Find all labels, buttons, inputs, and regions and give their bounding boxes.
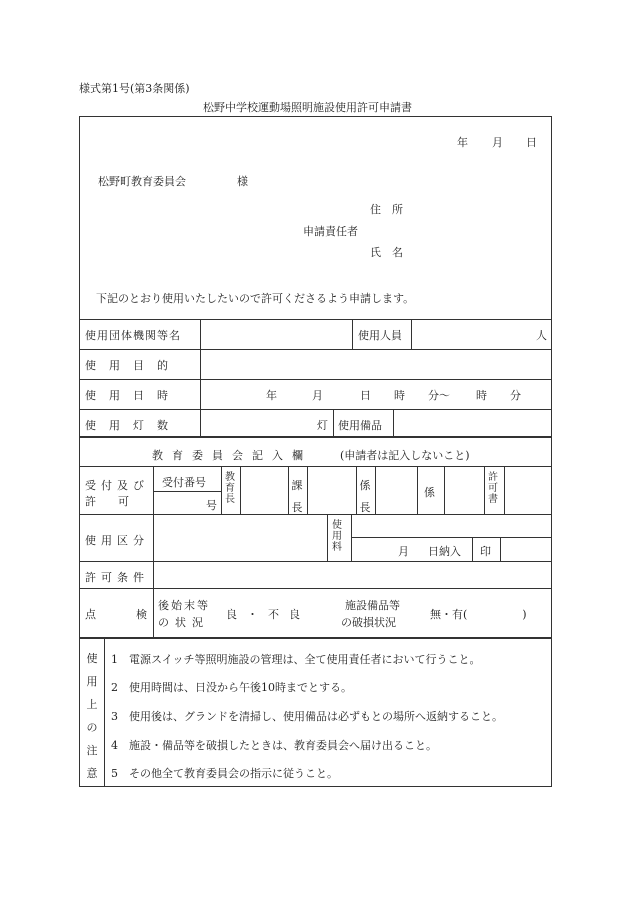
note-item-4: 4 施設・備品等を破損したときは、教育委員会へ届け出ること。 — [111, 739, 437, 752]
conditions-label: 許可条件 — [85, 571, 149, 584]
board-section-note: (申請者は記入しないこと) — [340, 449, 470, 462]
inspection-label: 点検 — [85, 608, 187, 621]
good-bad-options: 良・不良 — [226, 608, 310, 621]
request-text: 下記のとおり使用いたしたいので許可くださるよう申請します。 — [96, 292, 415, 305]
addressee: 松野町教育委員会 — [98, 175, 186, 188]
fee-day-paid: 日納入 — [428, 545, 461, 558]
date-month-label: 月 — [492, 136, 503, 149]
form-id: 様式第1号(第3条関係) — [79, 82, 190, 95]
section-chief-label: 課 長 — [291, 479, 303, 514]
note-item-5: 5 その他全て教育委員会の指示に従うこと。 — [111, 767, 338, 780]
reception-number-unit: 号 — [206, 499, 217, 512]
addressee-honorific: 様 — [237, 175, 248, 188]
datetime-hour-to: 時 — [476, 389, 487, 402]
date-day-label: 日 — [526, 136, 537, 149]
fee-label: 使 用 料 — [332, 520, 342, 553]
notes-label: 使 用 上 の 注 意 — [86, 652, 98, 780]
after-use-label-1: 後始末等 — [158, 599, 210, 612]
datetime-minute-to: 分 — [510, 389, 521, 402]
seal-label: 印 — [480, 545, 491, 558]
datetime-day: 日 — [360, 389, 371, 402]
permit-label: 許 可 書 — [488, 472, 498, 505]
datetime-month: 月 — [312, 389, 323, 402]
note-item-2: 2 使用時間は、日没から午後10時までとする。 — [111, 681, 352, 694]
damage-label-1: 施設備品等 — [345, 599, 400, 612]
people-label: 使用人員 — [358, 329, 402, 342]
lights-unit: 灯 — [317, 419, 328, 432]
after-use-label-2: の状況 — [158, 616, 209, 629]
note-item-1: 1 電源スイッチ等照明施設の管理は、全て使用責任者において行うこと。 — [111, 653, 481, 666]
staff-label: 係 — [424, 486, 435, 499]
category-label: 使用区分 — [85, 534, 149, 547]
address-label: 住 所 — [370, 203, 403, 216]
reception-label-1: 受付及び — [85, 479, 149, 492]
form-title: 松野中学校運動場照明施設使用許可申請書 — [203, 101, 412, 114]
people-unit: 人 — [536, 329, 547, 342]
date-year-label: 年 — [457, 136, 468, 149]
reception-label-2: 許可 — [85, 495, 151, 508]
subsection-chief-label: 係 長 — [359, 479, 371, 514]
superintendent-label: 教 育 長 — [225, 472, 235, 505]
datetime-label: 使用日時 — [85, 389, 181, 402]
lights-label: 使用灯数 — [85, 419, 181, 432]
application-form — [79, 116, 552, 787]
applicant-label: 申請責任者 — [303, 225, 358, 238]
group-name-label: 使用団体機関等名 — [85, 329, 181, 342]
name-label: 氏 名 — [370, 246, 403, 259]
reception-number-label: 受付番号 — [162, 476, 206, 489]
datetime-minute-from: 分〜 — [428, 389, 450, 402]
purpose-label: 使用目的 — [85, 359, 181, 372]
datetime-year: 年 — [266, 389, 277, 402]
damage-yes-no: 無・有( ) — [430, 608, 527, 621]
note-item-3: 3 使用後は、グランドを清掃し、使用備品は必ずもとの場所へ返納すること。 — [111, 710, 503, 723]
damage-label-2: の破損状況 — [341, 616, 396, 629]
board-section-heading: 教育委員会記入欄 — [152, 449, 312, 462]
fee-month: 月 — [398, 545, 409, 558]
datetime-hour: 時 — [394, 389, 405, 402]
equipment-label: 使用備品 — [338, 419, 382, 432]
